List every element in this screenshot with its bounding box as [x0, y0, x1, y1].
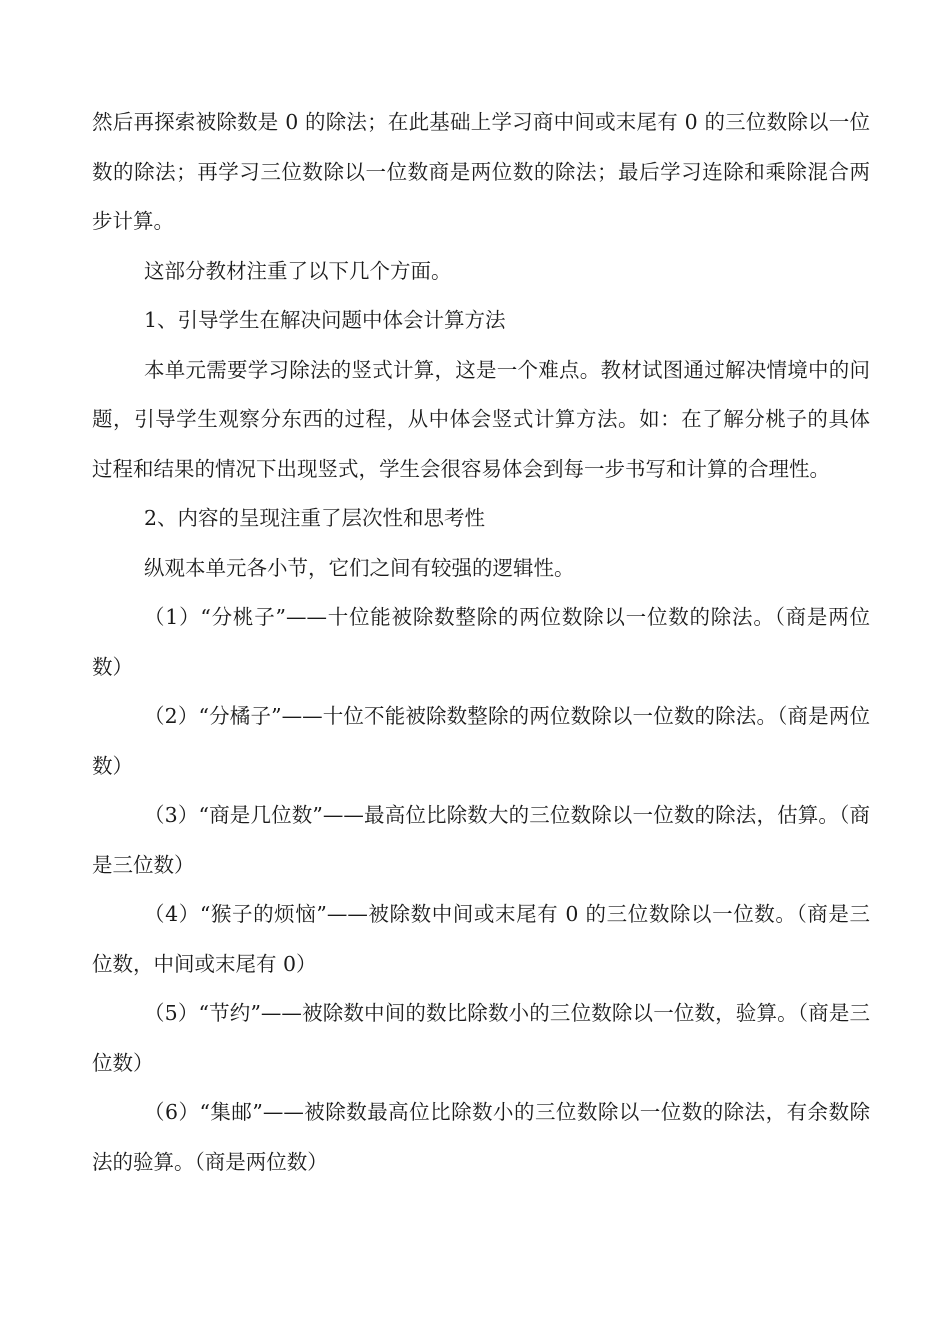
- list-item-5: （5）“节约”——被除数中间的数比除数小的三位数除以一位数，验算。（商是三位数）: [92, 1001, 870, 1075]
- list-item-2: （2）“分橘子”——十位不能被除数整除的两位数除以一位数的除法。（商是两位数）: [92, 704, 870, 778]
- list-item-1: （1）“分桃子”——十位能被除数整除的两位数除以一位数的除法。（商是两位数）: [92, 605, 870, 679]
- heading-point-1: 1、引导学生在解决问题中体会计算方法: [144, 308, 506, 332]
- list-item-3: （3）“商是几位数”——最高位比除数大的三位数除以一位数的除法，估算。（商是三位数）: [92, 803, 870, 877]
- list-item-6: （6）“集邮”——被除数最高位比除数小的三位数除以一位数的除法，有余数除法的验算。（商是两位数）: [92, 1100, 870, 1174]
- paragraph-point-1: 本单元需要学习除法的竖式计算，这是一个难点。教材试图通过解决情境中的问题，引导学生观察分东西的过程，从中体会竖式计算方法。如：在了解分桃子的具体过程和结果的情况下出现竖式，学生会很容易体会到每一步书写和计算的合理性。: [92, 357, 870, 481]
- list-item-4: （4）“猴子的烦恼”——被除数中间或末尾有 0 的三位数除以一位数。（商是三位数，中间或末尾有 0）: [92, 902, 870, 976]
- paragraph-continuation: 然后再探索被除数是 0 的除法；在此基础上学习商中间或末尾有 0 的三位数除以一位数的除法；再学习三位数除以一位数商是两位数的除法；最后学习连除和乘除混合两步计算。: [92, 110, 870, 233]
- heading-point-2: 2、内容的呈现注重了层次性和思考性: [144, 506, 486, 530]
- paragraph-intro: 这部分教材注重了以下几个方面。: [144, 258, 452, 283]
- document-page: [92, 98, 870, 1187]
- paragraph-point-2: 纵观本单元各小节，它们之间有较强的逻辑性。: [144, 555, 575, 580]
